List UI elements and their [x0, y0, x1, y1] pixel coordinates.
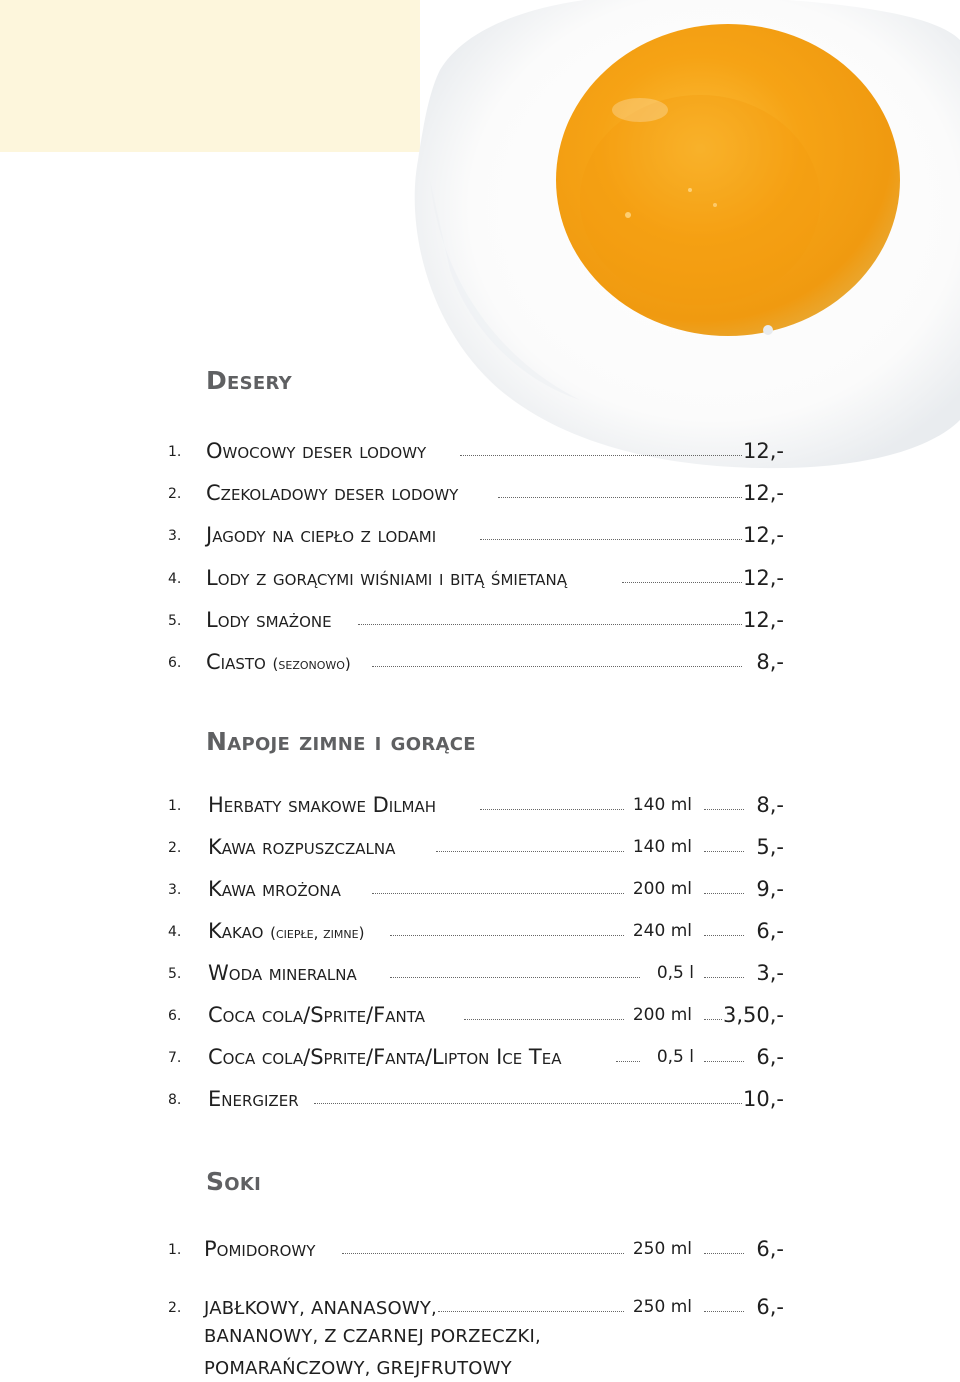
leader-dots [372, 666, 742, 667]
item-volume: 140 ml [632, 837, 692, 857]
item-name: Lody smażone [206, 608, 332, 632]
leader-dots [704, 1311, 744, 1312]
item-note: (ciepłe, zimne) [270, 924, 365, 942]
menu-row: 5. Lody smażone 12,- [168, 608, 784, 632]
leader-dots [390, 977, 640, 978]
item-name: Herbaty smakowe Dilmah [208, 793, 437, 817]
leader-dots [498, 497, 742, 498]
menu-row: 5. Woda mineralna 0,5 l 3,- [168, 961, 784, 985]
leader-dots [460, 455, 742, 456]
item-price: 3,- [756, 961, 784, 985]
item-price: 8,- [756, 650, 784, 674]
item-name: Jagody na ciepło z lodami [206, 523, 437, 547]
item-name: Kawa mrożona [208, 877, 341, 901]
item-volume: 250 ml [632, 1297, 692, 1317]
menu-row: 2. Czekoladowy deser lodowy 12,- [168, 481, 784, 505]
menu-row: 3. Kawa mrożona 200 ml 9,- [168, 877, 784, 901]
item-name: Czekoladowy deser lodowy [206, 481, 459, 505]
item-volume: 200 ml [632, 1005, 692, 1025]
leader-dots [704, 935, 744, 936]
leader-dots [390, 935, 624, 936]
item-note: (sezonowo) [272, 655, 351, 673]
item-price: 12,- [743, 608, 784, 632]
leader-dots [704, 1061, 744, 1062]
item-price: 6,- [756, 919, 784, 943]
item-volume: 140 ml [632, 795, 692, 815]
item-price: 6,- [756, 1295, 784, 1319]
item-price: 12,- [743, 566, 784, 590]
menu-row: 8. Energizer 10,- [168, 1087, 784, 1111]
menu-row: 6. Coca cola/Sprite/Fanta 200 ml 3,50,- [168, 1003, 784, 1027]
item-name-continuation: POMARAŃCZOWY, GREJFRUTOWY [204, 1358, 512, 1379]
item-name: Coca cola/Sprite/Fanta [208, 1003, 425, 1027]
menu-row: 1. Pomidorowy 250 ml 6,- [168, 1237, 784, 1261]
item-name: Pomidorowy [204, 1237, 316, 1261]
leader-dots [372, 893, 624, 894]
leader-dots [704, 1253, 744, 1254]
menu-row: 2. Kawa rozpuszczalna 140 ml 5,- [168, 835, 784, 859]
item-name: Owocowy deser lodowy [206, 439, 427, 463]
item-volume: 200 ml [632, 879, 692, 899]
item-name: Lody z gorącymi wiśniami i bitą śmietaną [206, 566, 568, 590]
item-name: JABŁKOWY, ANANASOWY, [204, 1298, 437, 1319]
leader-dots [358, 624, 742, 625]
item-name: Energizer [208, 1087, 299, 1111]
leader-dots [704, 977, 744, 978]
menu-row: 3. Jagody na ciepło z lodami 12,- [168, 523, 784, 547]
menu-row: 1. Owocowy deser lodowy 12,- [168, 439, 784, 463]
menu-row: 2. JABŁKOWY, ANANASOWY, 250 ml 6,- [168, 1295, 784, 1319]
item-price: 6,- [756, 1045, 784, 1069]
leader-dots [342, 1253, 624, 1254]
leader-dots [480, 809, 624, 810]
item-price: 12,- [743, 481, 784, 505]
leader-dots [436, 851, 624, 852]
item-volume: 250 ml [632, 1239, 692, 1259]
fried-egg-image [0, 0, 960, 480]
item-price: 12,- [743, 439, 784, 463]
item-volume: 0,5 l [656, 1047, 694, 1067]
leader-dots [464, 1019, 624, 1020]
item-price: 5,- [756, 835, 784, 859]
menu-row: 7. Coca cola/Sprite/Fanta/Lipton Ice Tea 0,5 l 6,- [168, 1045, 784, 1069]
item-name: Woda mineralna [208, 961, 357, 985]
menu-row: 4. Kakao (ciepłe, zimne) 240 ml 6,- [168, 919, 784, 943]
section-title-soki: Soki [206, 1167, 262, 1196]
item-price: 6,- [756, 1237, 784, 1261]
menu-row: 1. Herbaty smakowe Dilmah 140 ml 8,- [168, 793, 784, 817]
item-name: Ciasto (sezonowo) [206, 650, 351, 674]
leader-dots [314, 1103, 742, 1104]
item-price: 12,- [743, 523, 784, 547]
item-name: Kakao (ciepłe, zimne) [208, 919, 365, 943]
leader-dots [622, 582, 742, 583]
item-price: 10,- [743, 1087, 784, 1111]
leader-dots [704, 809, 744, 810]
section-title-napoje: Napoje zimne i gorące [206, 727, 476, 756]
item-price: 9,- [756, 877, 784, 901]
menu-row: 4. Lody z gorącymi wiśniami i bitą śmietaną 12,- [168, 566, 784, 590]
item-price: 8,- [756, 793, 784, 817]
item-volume: 240 ml [632, 921, 692, 941]
item-name: Coca cola/Sprite/Fanta/Lipton Ice Tea [208, 1045, 562, 1069]
item-name-continuation: BANANOWY, Z CZARNEJ PORZECZKI, [204, 1326, 541, 1347]
item-price: 3,50,- [722, 1003, 784, 1027]
leader-dots [704, 893, 744, 894]
leader-dots [704, 851, 744, 852]
item-volume: 0,5 l [656, 963, 694, 983]
menu-row: 6. Ciasto (sezonowo) 8,- [168, 650, 784, 674]
leader-dots [438, 1311, 624, 1312]
leader-dots [480, 539, 742, 540]
leader-dots [704, 1019, 722, 1020]
item-name: Kawa rozpuszczalna [208, 835, 396, 859]
section-title-desery: Desery [206, 366, 293, 395]
